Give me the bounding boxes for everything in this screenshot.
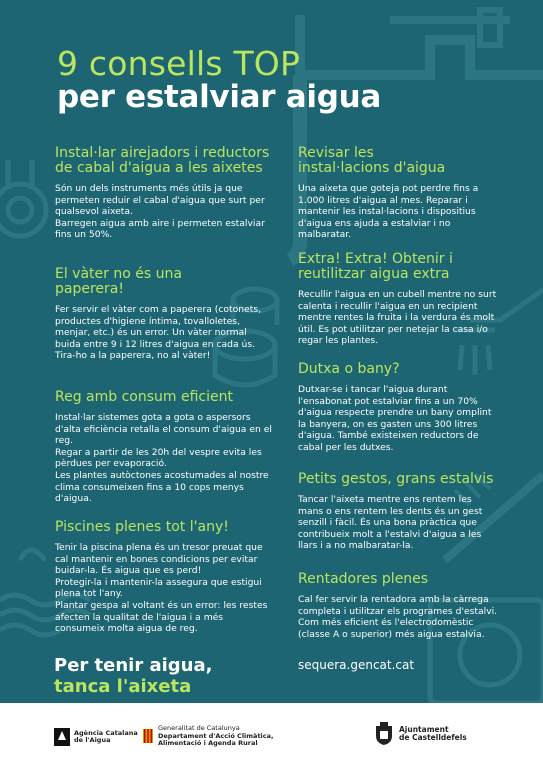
tip-body: Són un dels instruments més útils ja que permeten reduir el cabal d'aigua que surt per qualsevol aixeta. Barregen aigua amb aire i permeten estalviar fins un 50%. bbox=[55, 183, 265, 241]
tip-body: Fer servir el vàter com a paperera (cotonets, productes d'higiene íntima, tovalloletes, menjar, etc.) és un error. Un vàter normal buida entre 9 i 12 litres d'aigua en cada ús. Tira-ho a la paperera, no al vàter! bbox=[55, 304, 262, 362]
aca-name-line1: Agència Catalana bbox=[74, 728, 138, 737]
gencat-logo bbox=[143, 725, 274, 748]
slogan-line1: Per tenir aigua, bbox=[54, 655, 213, 676]
gencat-line2: Departament d'Acció Climàtica, bbox=[158, 731, 274, 740]
tip-reuse-water bbox=[298, 252, 498, 347]
gencat-shield-icon bbox=[143, 729, 153, 743]
page-title-line2: per estalviar aigua bbox=[57, 79, 381, 115]
tip-pools bbox=[55, 520, 273, 635]
tip-toilet bbox=[55, 267, 273, 362]
tip-title: Instal·lar airejadors i reductors de cabal d'aigua a les aixetes bbox=[55, 145, 270, 176]
aerator-icon bbox=[0, 160, 46, 236]
gencat-line3: Alimentació i Agenda Rural bbox=[158, 739, 258, 747]
tip-title: Piscines plenes tot l'any! bbox=[55, 519, 229, 535]
website-link[interactable]: sequera.gencat.cat bbox=[298, 658, 415, 672]
ajuntament-line1: Ajuntament bbox=[399, 724, 449, 734]
tip-body: Dutxar-se i tancar l'aigua durant l'ensabonat pot estalviar fins a un 70% d'aigua respecte prendre un bany omplint la banyera, on es gasten uns 300 litres d'aigua. També existeixen reductors de cabal per les dutxes. bbox=[298, 384, 492, 453]
castelldefels-crest-icon bbox=[375, 722, 393, 746]
tip-title: Reg amb consum eficient bbox=[55, 389, 233, 405]
aca-name-line2: de l'Aigua bbox=[74, 736, 111, 744]
tip-body: Instal·lar sistemes gota a gota o aspersors d'alta eficiència retalla el consum d'aigua en el reg. Regar a partir de les 20h del vespre evita les pèrdues per evaporació. Les plantes autòctones acostumades al nostre clima consumeixen fins a 10 cops menys d'aigua. bbox=[55, 412, 272, 505]
tip-title: El vàter no és una paperera! bbox=[55, 266, 182, 297]
page-title-line1: 9 consells TOP bbox=[57, 44, 301, 83]
footer-logos bbox=[0, 703, 543, 768]
tip-title: Rentadores plenes bbox=[298, 571, 429, 587]
tip-title: Dutxa o bany? bbox=[298, 361, 400, 377]
tip-title: Revisar les instal·lacions d'aigua bbox=[298, 145, 446, 176]
slogan-line2: tanca l'aixeta bbox=[54, 676, 192, 697]
tip-body: Tancar l'aixeta mentre ens rentem les mans o ens rentem les dents és un gest senzill i fàcil. És una bona pràctica que contribueix molt a l'estalvi d'aigua a les llars i a no malbaratar-la. bbox=[298, 494, 483, 552]
tip-body: Cal fer servir la rentadora amb la càrrega completa i utilitzar els programes d'estalvi. Com més eficient és l'electrodomèstic (classe A o superior) més aigua estalvia. bbox=[298, 594, 498, 640]
tip-title: Extra! Extra! Obtenir i reutilitzar aigua extra bbox=[298, 251, 453, 282]
tip-aerators bbox=[55, 146, 273, 241]
tip-body: Una aixeta que goteja pot perdre fins a 1.000 litres d'aigua al mes. Reparar i mantenir les instal·lacions i dispositius d'aigua ens ajuda a estalviar i no malbaratar. bbox=[298, 183, 479, 241]
tip-irrigation bbox=[55, 390, 273, 505]
ajuntament-line2: de Castelldefels bbox=[399, 733, 467, 742]
tip-washing-machine bbox=[298, 572, 498, 640]
tip-title: Petits gestos, grans estalvis bbox=[298, 471, 494, 487]
aca-logo bbox=[54, 728, 138, 746]
tip-body: Tenir la piscina plena és un tresor preuat que cal mantenir en bones condicions per evitar buidar-la. És aigua que es perd! Protegir-la i mantenir-la assegura que estigui plena tot l'any. Plantar gespa al voltant és un error: les restes afecten la qualitat de l'aigua i a més consumeix molta aigua de reg. bbox=[55, 542, 268, 635]
tip-body: Recullir l'aigua en un cubell mentre no surt calenta i recullir l'aigua en un recipient mentre rentes la fruita i la verdura és molt útil. Es pot utilitzar per netejar la casa i/o regar les plantes. bbox=[298, 289, 497, 347]
tip-shower bbox=[298, 362, 498, 454]
tip-small-gestures bbox=[298, 472, 498, 552]
ajuntament-logo bbox=[375, 722, 467, 746]
gencat-line1: Generalitat de Catalunya bbox=[158, 724, 240, 732]
aca-drop-icon bbox=[54, 728, 70, 746]
tip-installations bbox=[298, 146, 498, 241]
